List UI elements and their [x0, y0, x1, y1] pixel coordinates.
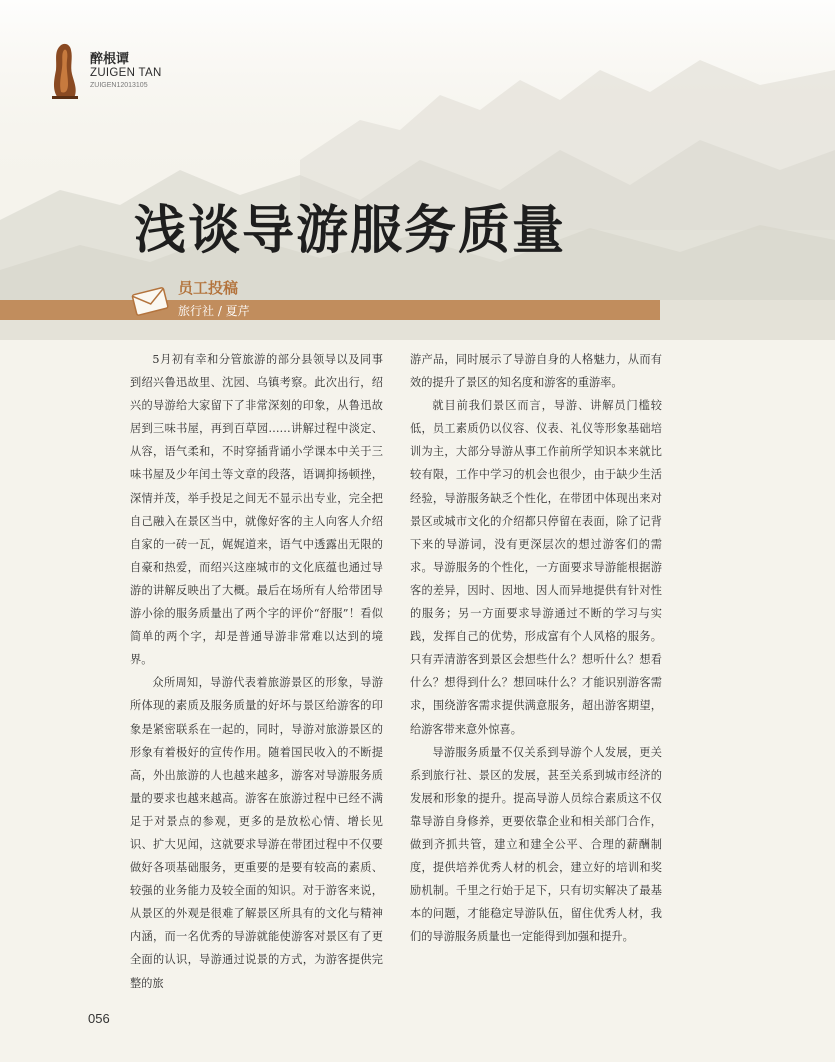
article-column-left [130, 348, 383, 995]
paragraph: 游产品，同时展示了导游自身的人格魅力，从而有效的提升了景区的知名度和游客的重游率。 [410, 353, 662, 390]
root-carving-icon [46, 40, 82, 100]
author-byline: 旅行社 / 夏芹 [178, 304, 250, 318]
envelope-icon [130, 284, 170, 318]
article-column-right [410, 348, 662, 948]
brand-name-cn: 醉根谭 [90, 52, 130, 67]
paragraph: 5月初有幸和分管旅游的部分县领导以及同事到绍兴鲁迅故里、沈园、乌镇考察。此次出行，绍兴的导游给大家留下了非常深刻的印象，从鲁迅故居到三味书屋，再到百草园……讲解过程中淡定、从容，语气柔和，不时穿插背诵小学课本中关于三味书屋及少年闰土等文章的段落，语调抑扬顿挫，深情并茂，举手投足之间无不显示出专业，完全把自己融入在景区当中，就像好客的主人向客人介绍自家的一砖一瓦，娓娓道来，语气中透露出无限的自豪和热爱，而绍兴这座城市的文化底蕴也通过导游的讲解反映出了大概。最后在场所有人给带团导游小徐的服务质量出了两个字的评价“舒服”！看似简单的两个字，却是普通导游非常难以达到的境界。 [130, 353, 383, 667]
byline-bar [0, 300, 660, 320]
page-number: 056 [88, 1011, 110, 1026]
paragraph: 导游服务质量不仅关系到导游个人发展，更关系到旅行社、景区的发展，甚至关系到城市经济的发展和形象的提升。提高导游人员综合素质这不仅靠导游自身修养，更要依靠企业和相关部门合作，做到齐抓共管，建立和建全公平、合理的薪酬制度，提供培养优秀人材的机会，建立好的培训和奖励机制。千里之行始于足下，只有切实解决了最基本的问题，才能稳定导游队伍，留住优秀人材，我们的导游服务质量也一定能得到加强和提升。 [410, 745, 662, 944]
brand-name-en: ZUIGEN TAN [90, 67, 162, 79]
paragraph: 众所周知，导游代表着旅游景区的形象，导游所体现的素质及服务质量的好坏与景区给游客的印象是紧密联系在一起的，同时，导游对旅游景区的形象有着极好的宣传作用。随着国民收入的不断提高，外出旅游的人也越来越多，游客对导游服务质量的要求也越来越高。游客在旅游过程中已经不满足于对景点的参观，更多的是放松心情、增长见识、扩大见闻，这就要求导游在带团过程中不仅要做好各项基础服务，更重要的是要有较高的素质、较强的业务能力及较全面的知识。对于游客来说，从景区的外观是很难了解景区所具有的文化与精神内涵，而一名优秀的导游就能使游客对景区有了更全面的认识，导游通过说景的方式，为游客提供完整的旅 [130, 676, 383, 990]
paragraph: 就目前我们景区而言，导游、讲解员门槛较低，员工素质仍以仪容、仪表、礼仪等形象基础培训为主，大部分导游从事工作前所学知识本来就比较有限，工作中学习的机会也很少，由于缺少生活经验，导游服务缺乏个性化，在带团中体现出来对景区或城市文化的介绍都只停留在表面，除了记背下来的导游词，没有更深层次的想过游客们的需求。导游服务的个性化，一方面要求导游能根据游客的差异，因时、因地、因人而异地提供有针对性的服务；另一方面要求导游通过不断的学习与实践，发挥自己的优势，形成富有个人风格的服务。只有弄清游客到景区会想些什么？想听什么？想看什么？想得到什么？想回味什么？才能识别游客需求，围绕游客需求提供满意服务，超出游客期望，给游客带来意外惊喜。 [410, 399, 662, 736]
article-title: 浅谈导游服务质量 [134, 201, 567, 261]
issue-code: ZUIGEN12013105 [90, 82, 148, 89]
section-label: 员工投稿 [178, 279, 239, 297]
